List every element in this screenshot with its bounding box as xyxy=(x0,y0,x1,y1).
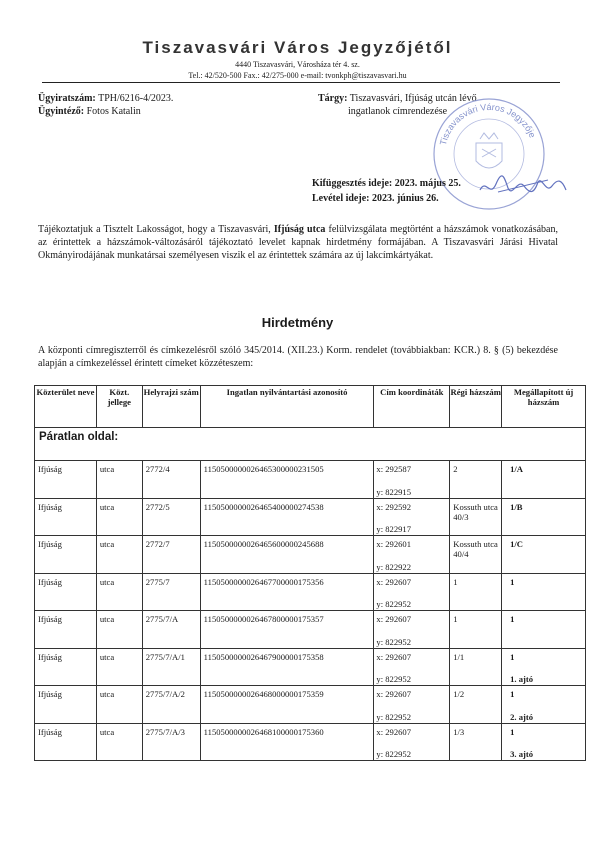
coord-y: y: 822922 xyxy=(376,561,412,572)
table-row xyxy=(35,573,586,611)
seal-text: Tiszavasvári Város Jegyzője xyxy=(437,101,538,147)
new-number: 1/C xyxy=(510,539,524,549)
coord-y: y: 822952 xyxy=(376,749,412,759)
file-number-value: TPH/6216-4/2023. xyxy=(98,93,174,104)
legal-paragraph: A központi címregiszterről és címkezelésről szóló 345/2014. (XII.23.) Korm. rendelet (továbbiakban: KCR.) 8. § (5) bekezdése alapján a címkezeléssel érintett címeket közzéteszem: xyxy=(38,345,558,369)
header-property-id: Ingatlan nyilvántartási azonosító xyxy=(200,386,374,428)
table-row xyxy=(35,686,586,724)
intro-text-1: Tájékoztatjuk a Tisztelt Lakosságot, hogy a Tiszavasvári, xyxy=(38,224,274,235)
svg-text:Tiszavasvári Város Jegyzője xyxy=(438,102,538,146)
cell-street: Ifjúság xyxy=(35,686,97,724)
new-number: 1 xyxy=(510,689,515,699)
subject-value-line2: ingatlanok címrendezése xyxy=(348,106,448,117)
cell-parcel: 2775/7/A xyxy=(142,611,200,649)
signature xyxy=(478,172,568,200)
table-row xyxy=(35,611,586,649)
cell-street: Ifjúság xyxy=(35,648,97,686)
cell-coords xyxy=(374,498,450,536)
header-type: Közt. jellege xyxy=(96,386,142,428)
new-number: 1/A xyxy=(510,464,524,474)
new-number: 1 xyxy=(510,576,515,587)
cell-parcel: 2775/7/A/1 xyxy=(142,648,200,686)
cell-coords xyxy=(374,573,450,611)
cell-old-number: 1 xyxy=(450,573,502,611)
section-row xyxy=(35,428,586,461)
new-number: 1 xyxy=(510,726,515,737)
section-label: Páratlan oldal: xyxy=(35,428,586,461)
cell-type: utca xyxy=(96,723,142,761)
coord-x: x: 292592 xyxy=(376,501,412,512)
cell-new-number xyxy=(502,461,586,499)
header-divider xyxy=(42,82,560,83)
cell-coords xyxy=(374,686,450,724)
coord-x: x: 292587 xyxy=(376,464,412,474)
coord-x: x: 292607 xyxy=(376,576,412,587)
cell-old-number: 1/2 xyxy=(450,686,502,724)
coord-x: x: 292607 xyxy=(376,726,412,737)
cell-property-id: 1150500000026467700000175356 xyxy=(200,573,374,611)
cell-street: Ifjúság xyxy=(35,461,97,499)
cell-property-id: 1150500000026465600000245688 xyxy=(200,536,374,574)
cell-new-number xyxy=(502,686,586,724)
cell-type: utca xyxy=(96,498,142,536)
cell-street: Ifjúság xyxy=(35,498,97,536)
cell-coords xyxy=(374,723,450,761)
table-row xyxy=(35,498,586,536)
apartment: 2. ajtó xyxy=(510,711,534,722)
coord-x: x: 292607 xyxy=(376,614,412,624)
cell-parcel: 2772/5 xyxy=(142,498,200,536)
removal-date: Levétel ideje: 2023. június 26. xyxy=(312,193,439,204)
table-row xyxy=(35,461,586,499)
cell-street: Ifjúság xyxy=(35,536,97,574)
intro-text-2: felülvizsgálata megtörtént a házszámok vonatkozásában, az érintettek a házszámok-változásáról tájékoztató levelet kapnak hirdetmény formájában. A Tiszavasvári Járási Hivatal Okmányirodájának munkatársai személyesen viszik el az érintettek számára az új lakcímkártyákat. xyxy=(38,224,558,261)
subject-value-line1: Tiszavasvári, Ifjúság utcán lévő xyxy=(349,93,477,104)
subject-label: Tárgy: xyxy=(318,93,348,104)
cell-old-number: Kossuth utca 40/3 xyxy=(450,498,502,536)
cell-old-number: 1/1 xyxy=(450,648,502,686)
cell-new-number xyxy=(502,611,586,649)
contact-line: Tel.: 42/520-500 Fax.: 42/275-000 e-mail: tvonkph@tiszavasvari.hu xyxy=(188,71,407,80)
cell-old-number: 1/3 xyxy=(450,723,502,761)
header-old-number: Régi házszám xyxy=(450,386,502,428)
coord-x: x: 292601 xyxy=(376,539,412,549)
cell-type: utca xyxy=(96,648,142,686)
posting-dates xyxy=(312,176,461,206)
cell-old-number: 1 xyxy=(450,611,502,649)
coord-y: y: 822917 xyxy=(376,524,412,534)
cell-new-number xyxy=(502,648,586,686)
cell-parcel: 2775/7/A/2 xyxy=(142,686,200,724)
header-new-number: Megállapított új házszám xyxy=(502,386,586,428)
cell-parcel: 2772/7 xyxy=(142,536,200,574)
coord-y: y: 822952 xyxy=(376,636,412,647)
cell-property-id: 1150500000026467900000175358 xyxy=(200,648,374,686)
cell-parcel: 2772/4 xyxy=(142,461,200,499)
cell-street: Ifjúság xyxy=(35,611,97,649)
cell-type: utca xyxy=(96,461,142,499)
new-number: 1 xyxy=(510,651,515,662)
cell-parcel: 2775/7 xyxy=(142,573,200,611)
apartment: 1. ajtó xyxy=(510,674,534,684)
header-parcel: Helyrajzi szám xyxy=(142,386,200,428)
officer-label: Ügyintéző: xyxy=(38,106,85,117)
cell-type: utca xyxy=(96,611,142,649)
file-number-label: Ügyiratszám: xyxy=(38,93,96,104)
posting-date: Kifüggesztés ideje: 2023. május 25. xyxy=(312,178,461,189)
cell-coords xyxy=(374,536,450,574)
cell-coords xyxy=(374,611,450,649)
coord-x: x: 292607 xyxy=(376,651,412,662)
document-title: Tiszavasvári Város Jegyzőjétől xyxy=(142,38,453,57)
cell-type: utca xyxy=(96,686,142,724)
cell-old-number: Kossuth utca 40/4 xyxy=(450,536,502,574)
intro-street: Ifjúság utca xyxy=(273,224,326,235)
table-row xyxy=(35,536,586,574)
cell-new-number xyxy=(502,573,586,611)
coord-x: x: 292607 xyxy=(376,689,412,699)
address-line: 4440 Tiszavasvári, Városháza tér 4. sz. xyxy=(235,60,360,69)
table-row xyxy=(35,723,586,761)
cell-street: Ifjúság xyxy=(35,723,97,761)
officer-value: Fotos Katalin xyxy=(86,106,141,117)
apartment: 3. ajtó xyxy=(510,749,534,759)
cell-type: utca xyxy=(96,536,142,574)
intro-paragraph xyxy=(38,223,558,262)
new-number: 1/B xyxy=(510,501,523,512)
header-street: Közterület neve xyxy=(35,386,97,428)
file-number xyxy=(38,93,173,104)
cell-new-number xyxy=(502,536,586,574)
table-header-row xyxy=(35,386,586,428)
cell-coords xyxy=(374,648,450,686)
cell-type: utca xyxy=(96,573,142,611)
table-row xyxy=(35,648,586,686)
header-coords: Cím koordináták xyxy=(374,386,450,428)
cell-street: Ifjúság xyxy=(35,573,97,611)
cell-coords xyxy=(374,461,450,499)
cell-old-number: 2 xyxy=(450,461,502,499)
notice-title: Hirdetmény xyxy=(261,315,334,330)
cell-property-id: 1150500000026465300000231505 xyxy=(200,461,374,499)
address-table xyxy=(34,385,586,761)
cell-property-id: 1150500000026468100000175360 xyxy=(200,723,374,761)
cell-property-id: 1150500000026465400000274538 xyxy=(200,498,374,536)
officer xyxy=(38,106,141,117)
coord-y: y: 822952 xyxy=(376,674,412,684)
coord-y: y: 822915 xyxy=(376,486,412,497)
coord-y: y: 822952 xyxy=(376,599,412,609)
new-number: 1 xyxy=(510,614,515,624)
coord-y: y: 822952 xyxy=(376,711,412,722)
cell-new-number xyxy=(502,498,586,536)
cell-parcel: 2775/7/A/3 xyxy=(142,723,200,761)
cell-new-number xyxy=(502,723,586,761)
cell-property-id: 1150500000026467800000175357 xyxy=(200,611,374,649)
cell-property-id: 1150500000026468000000175359 xyxy=(200,686,374,724)
